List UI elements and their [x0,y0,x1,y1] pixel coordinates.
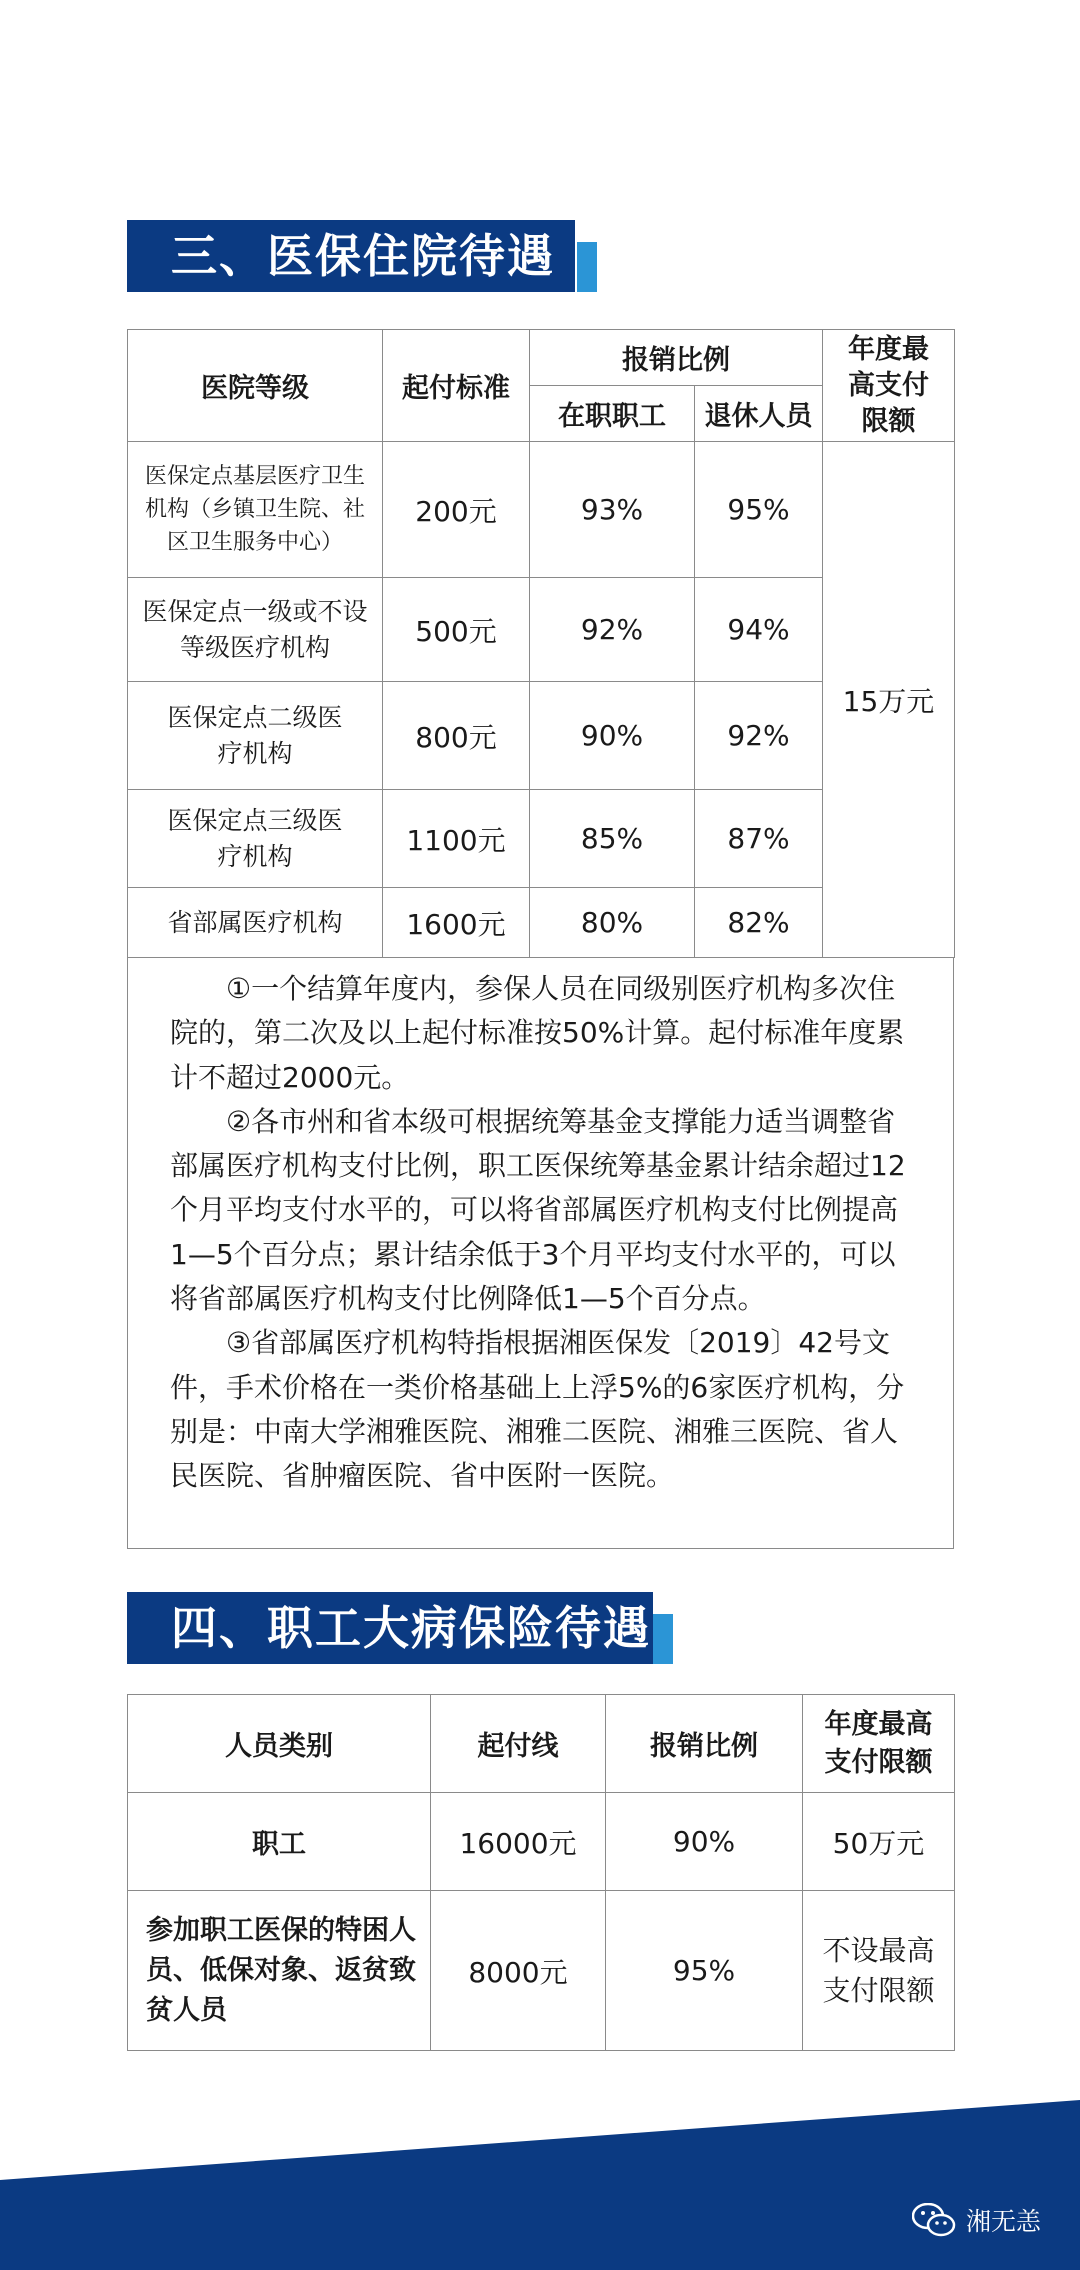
row-employed: 93% [530,442,695,578]
header-ratio: 报销比例 [530,330,823,386]
row-hospital-level-text: 医保定点基层医疗卫生机构（乡镇卫生院、社区卫生服务中心） [144,464,365,555]
row-retired: 82% [695,888,823,958]
row-threshold: 8000元 [431,1891,606,2051]
row-hospital-level: 省部属医疗机构 [128,888,383,958]
row-category: 参加职工医保的特困人员、低保对象、返贫致贫人员 [128,1891,431,2051]
row-hospital-level [128,790,383,888]
section4-header [127,1592,677,1664]
note-1: ①一个结算年度内，参保人员在同级别医疗机构多次住院的，第二次及以上起付标准按50%计算。起付标准年度累计不超过2000元。 [170,972,905,1094]
header-ratio: 报销比例 [606,1695,803,1793]
section4-accent [653,1614,673,1664]
row-cap [803,1891,955,2051]
table-row [128,1793,955,1891]
row-retired: 95% [695,442,823,578]
row-hospital-level [128,578,383,682]
row-retired: 87% [695,790,823,888]
bottom-band [0,2100,1080,2270]
note-2: ②各市州和省本级可根据统筹基金支撑能力适当调整省部属医疗机构支付比例，职工医保统筹基金累计结余超过12个月平均支付水平的，可以将省部属医疗机构支付比例提高1—5个百分点；累计结余低于3个月平均支付水平的，可以将省部属医疗机构支付比例降低1—5个百分点。 [170,1104,906,1316]
header-employed: 在职职工 [530,386,695,442]
header-annual-cap [823,330,955,442]
watermark [912,2202,1041,2238]
note-3: ③省部属医疗机构特指根据湘医保发〔2019〕42号文件，手术价格在一类价格基础上上浮5%的6家医疗机构，分别是：中南大学湘雅医院、湘雅二医院、湘雅三医院、省人民医院、省肿瘤医院、省中医附一医院。 [170,1326,905,1493]
table-row [128,442,955,578]
row-ratio: 90% [606,1793,803,1891]
row-cap-text: 不设最高支付限额 [822,1933,935,2007]
row-employed: 80% [530,888,695,958]
row-hospital-level [128,682,383,790]
hospitalization-table [127,329,955,958]
row-employed: 85% [530,790,695,888]
row-hospital-level [128,442,383,578]
row-ratio: 95% [606,1891,803,2051]
header-threshold: 起付线 [431,1695,606,1793]
header-hospital-level: 医院等级 [128,330,383,442]
row-threshold: 16000元 [431,1793,606,1891]
row-threshold: 200元 [383,442,530,578]
notes-box [127,957,954,1549]
wechat-icon [912,2203,956,2237]
row-hospital-level-text: 医保定点三级医疗机构 [167,805,343,871]
section3-accent [577,242,597,292]
row-employed: 90% [530,682,695,790]
section3-title: 三、医保住院待遇 [127,220,575,292]
band-shape [0,2100,1080,2270]
header-annual-cap [803,1695,955,1793]
section4-title: 四、职工大病保险待遇 [127,1592,653,1664]
row-cap: 50万元 [803,1793,955,1891]
watermark-text: 湘无恙 [966,2207,1042,2236]
row-retired: 94% [695,578,823,682]
row-retired: 92% [695,682,823,790]
header-category: 人员类别 [128,1695,431,1793]
row-employed: 92% [530,578,695,682]
header-threshold: 起付标准 [383,330,530,442]
table-row [128,1891,955,2051]
section3-header [127,220,597,292]
header-annual-cap-text: 年度最高支付限额 [824,1708,933,1778]
header-annual-cap-text: 年度最高支付限额 [848,333,929,437]
annual-cap-value: 15万元 [823,442,955,958]
row-category: 职工 [128,1793,431,1891]
row-threshold: 500元 [383,578,530,682]
row-threshold: 1100元 [383,790,530,888]
row-hospital-level-text: 医保定点一级或不设等级医疗机构 [142,596,368,662]
row-hospital-level-text: 医保定点二级医疗机构 [167,702,343,768]
row-threshold: 800元 [383,682,530,790]
header-retired: 退休人员 [695,386,823,442]
row-threshold: 1600元 [383,888,530,958]
critical-illness-table [127,1694,955,2051]
